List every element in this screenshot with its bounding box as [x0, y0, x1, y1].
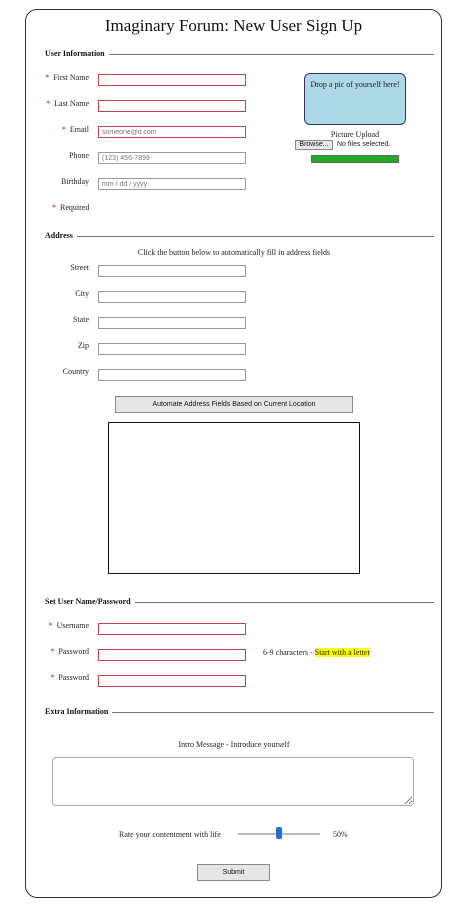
birthday-label: Birthday: [61, 177, 89, 186]
username-label: * Username: [48, 621, 89, 630]
map-canvas[interactable]: [108, 422, 360, 574]
email-label: * Email: [61, 125, 89, 134]
upload-progress-bar: [311, 155, 399, 163]
country-label: Country: [62, 367, 89, 376]
upload-progress-fill: [312, 156, 398, 162]
zip-input[interactable]: [98, 343, 246, 355]
address-hint: Click the button below to automatically fill in address fields: [137, 248, 331, 257]
section-rule: [45, 236, 434, 237]
confirm-password-input[interactable]: [98, 675, 246, 687]
country-input[interactable]: [98, 369, 246, 381]
zip-label: Zip: [77, 341, 89, 350]
last-name-label: * Last Name: [46, 99, 89, 108]
password-input[interactable]: [98, 649, 246, 661]
intro-label: Intro Message - Introduce yourself: [178, 740, 290, 749]
password-label: * Password: [50, 647, 89, 656]
photo-drop-zone[interactable]: Drop a pic of yourself here!: [304, 73, 406, 125]
password-hint: 6-9 characters - Start with a letter: [263, 648, 371, 657]
required-note: * Required: [52, 203, 90, 212]
rate-label: Rate your contentment with life: [119, 830, 221, 839]
picture-upload-label: Picture Upload: [330, 130, 380, 139]
email-input[interactable]: [98, 126, 246, 138]
username-input[interactable]: [98, 623, 246, 635]
confirm-password-label: * Password: [50, 673, 89, 682]
intro-textarea[interactable]: [52, 757, 414, 806]
section-extra: Extra Information: [45, 707, 112, 716]
section-address: Address: [45, 231, 77, 240]
rate-slider-thumb[interactable]: [276, 827, 282, 839]
street-input[interactable]: [98, 265, 246, 277]
street-label: Street: [70, 263, 89, 272]
browse-button[interactable]: Browse...: [295, 140, 333, 150]
last-name-input[interactable]: [98, 100, 246, 112]
phone-label: Phone: [69, 151, 89, 160]
state-input[interactable]: [98, 317, 246, 329]
first-name-input[interactable]: [98, 74, 246, 86]
section-credentials: Set User Name/Password: [45, 597, 135, 606]
first-name-label: * First Name: [45, 73, 89, 82]
submit-button[interactable]: Submit: [197, 864, 270, 881]
city-label: City: [75, 289, 89, 298]
phone-input[interactable]: [98, 152, 246, 164]
automate-address-button[interactable]: Automate Address Fields Based on Current Location: [115, 396, 353, 413]
section-user-info: User Information: [45, 49, 109, 58]
file-status: No files selected.: [337, 141, 391, 148]
birthday-input[interactable]: [98, 178, 246, 190]
state-label: State: [73, 315, 89, 324]
city-input[interactable]: [98, 291, 246, 303]
rate-value: 50%: [333, 830, 348, 839]
page-title: Imaginary Forum: New User Sign Up: [104, 16, 363, 35]
password-hint-highlight: Start with a letter: [314, 648, 371, 657]
